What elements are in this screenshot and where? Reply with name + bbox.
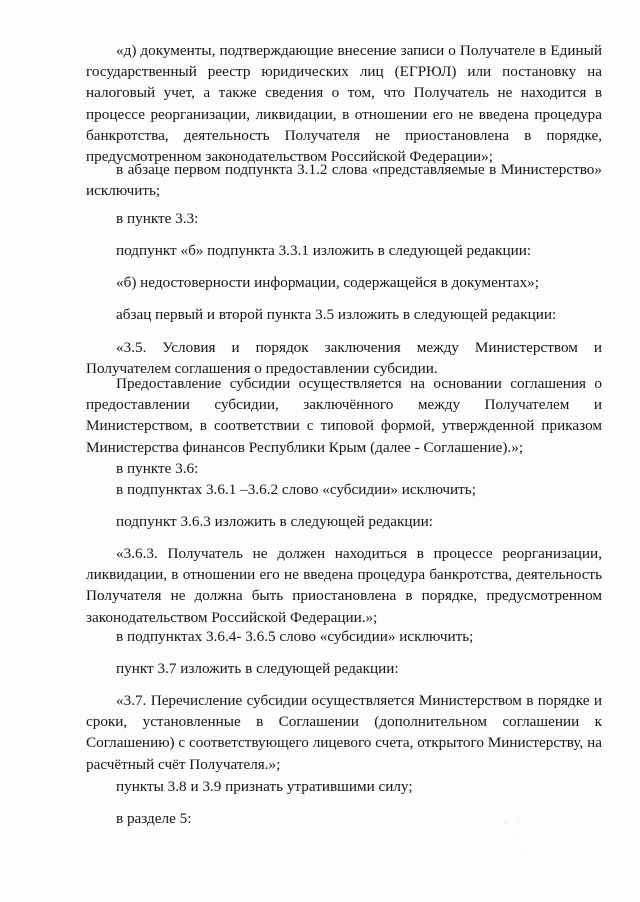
- paragraph-section-5: в разделе 5:: [116, 810, 192, 827]
- paragraph-3-3-1: подпункт «б» подпункта 3.3.1 изложить в следующей редакции:: [116, 242, 532, 259]
- paragraph-b-text: «б) недостоверности информации, содержащейся в документах»;: [116, 274, 539, 291]
- paragraph-3-1-2: в абзаце первом подпункта 3.1.2 слова «представляемые в Министерство» исключить;: [86, 161, 602, 200]
- paragraph-3-7-intro: пункт 3.7 изложить в следующей редакции:: [116, 660, 399, 677]
- paragraph-3-5-intro: абзац первый и второй пункта 3.5 изложить в следующей редакции:: [116, 306, 557, 323]
- paragraph-3-7-text: «3.7. Перечисление субсидии осуществляется Министерством в порядке и сроки, установленные в Соглашении (дополнительном соглашении к Соглашению) с соответствующего лицевого счета, открытого Министерству, на расчётный счёт Получателя.»;: [86, 692, 602, 773]
- paragraph-3-6-3-intro: подпункт 3.6.3 изложить в следующей редакции:: [116, 513, 433, 530]
- paragraph-3-8-3-9: пункты 3.8 и 3.9 признать утратившими силу;: [116, 778, 413, 795]
- paragraph-3-6-4: в подпунктах 3.6.4- 3.6.5 слово «субсидии» исключить;: [116, 628, 474, 645]
- paragraph-agreement: Предоставление субсидии осуществляется на основании соглашения о предоставлении субсидии, заключённого между Получателем и Министерством, в соответствии с типовой формой, утвержденной приказом Министерства финансов Республики Крым (далее - Соглашение).»;: [86, 375, 602, 456]
- paragraph-3-6-3-text: «3.6.3. Получатель не должен находиться в процессе реорганизации, ликвидации, в отношении его не введена процедура банкротства, деятельность Получателя не должна быть приостановлена в порядке, предусмотренном законодательством Российской Федерации.»;: [86, 545, 602, 626]
- paragraph-point-3-6: в пункте 3.6:: [116, 460, 199, 477]
- paragraph-3-5-text: «3.5. Условия и порядок заключения между Министерством и Получателем соглашения о предоставлении субсидии.: [86, 339, 602, 378]
- paragraph-d-documents: «д) документы, подтверждающие внесение записи о Получателе в Единый государственный реестр юридических лиц (ЕГРЮЛ) или постановку на налоговый учет, а также сведения о том, что Получатель не находится в процессе реорганизации, ликвидации, в отношении его не введена процедура банкротства, деятельность Получателя не приостановлена в порядке, предусмотренном законодательством Российской Федерации»;: [86, 42, 602, 166]
- paragraph-point-3-3: в пункте 3.3:: [116, 210, 199, 227]
- scan-speckle: [498, 810, 538, 860]
- paragraph-3-6-1: в подпунктах 3.6.1 –3.6.2 слово «субсидии» исключить;: [116, 481, 476, 498]
